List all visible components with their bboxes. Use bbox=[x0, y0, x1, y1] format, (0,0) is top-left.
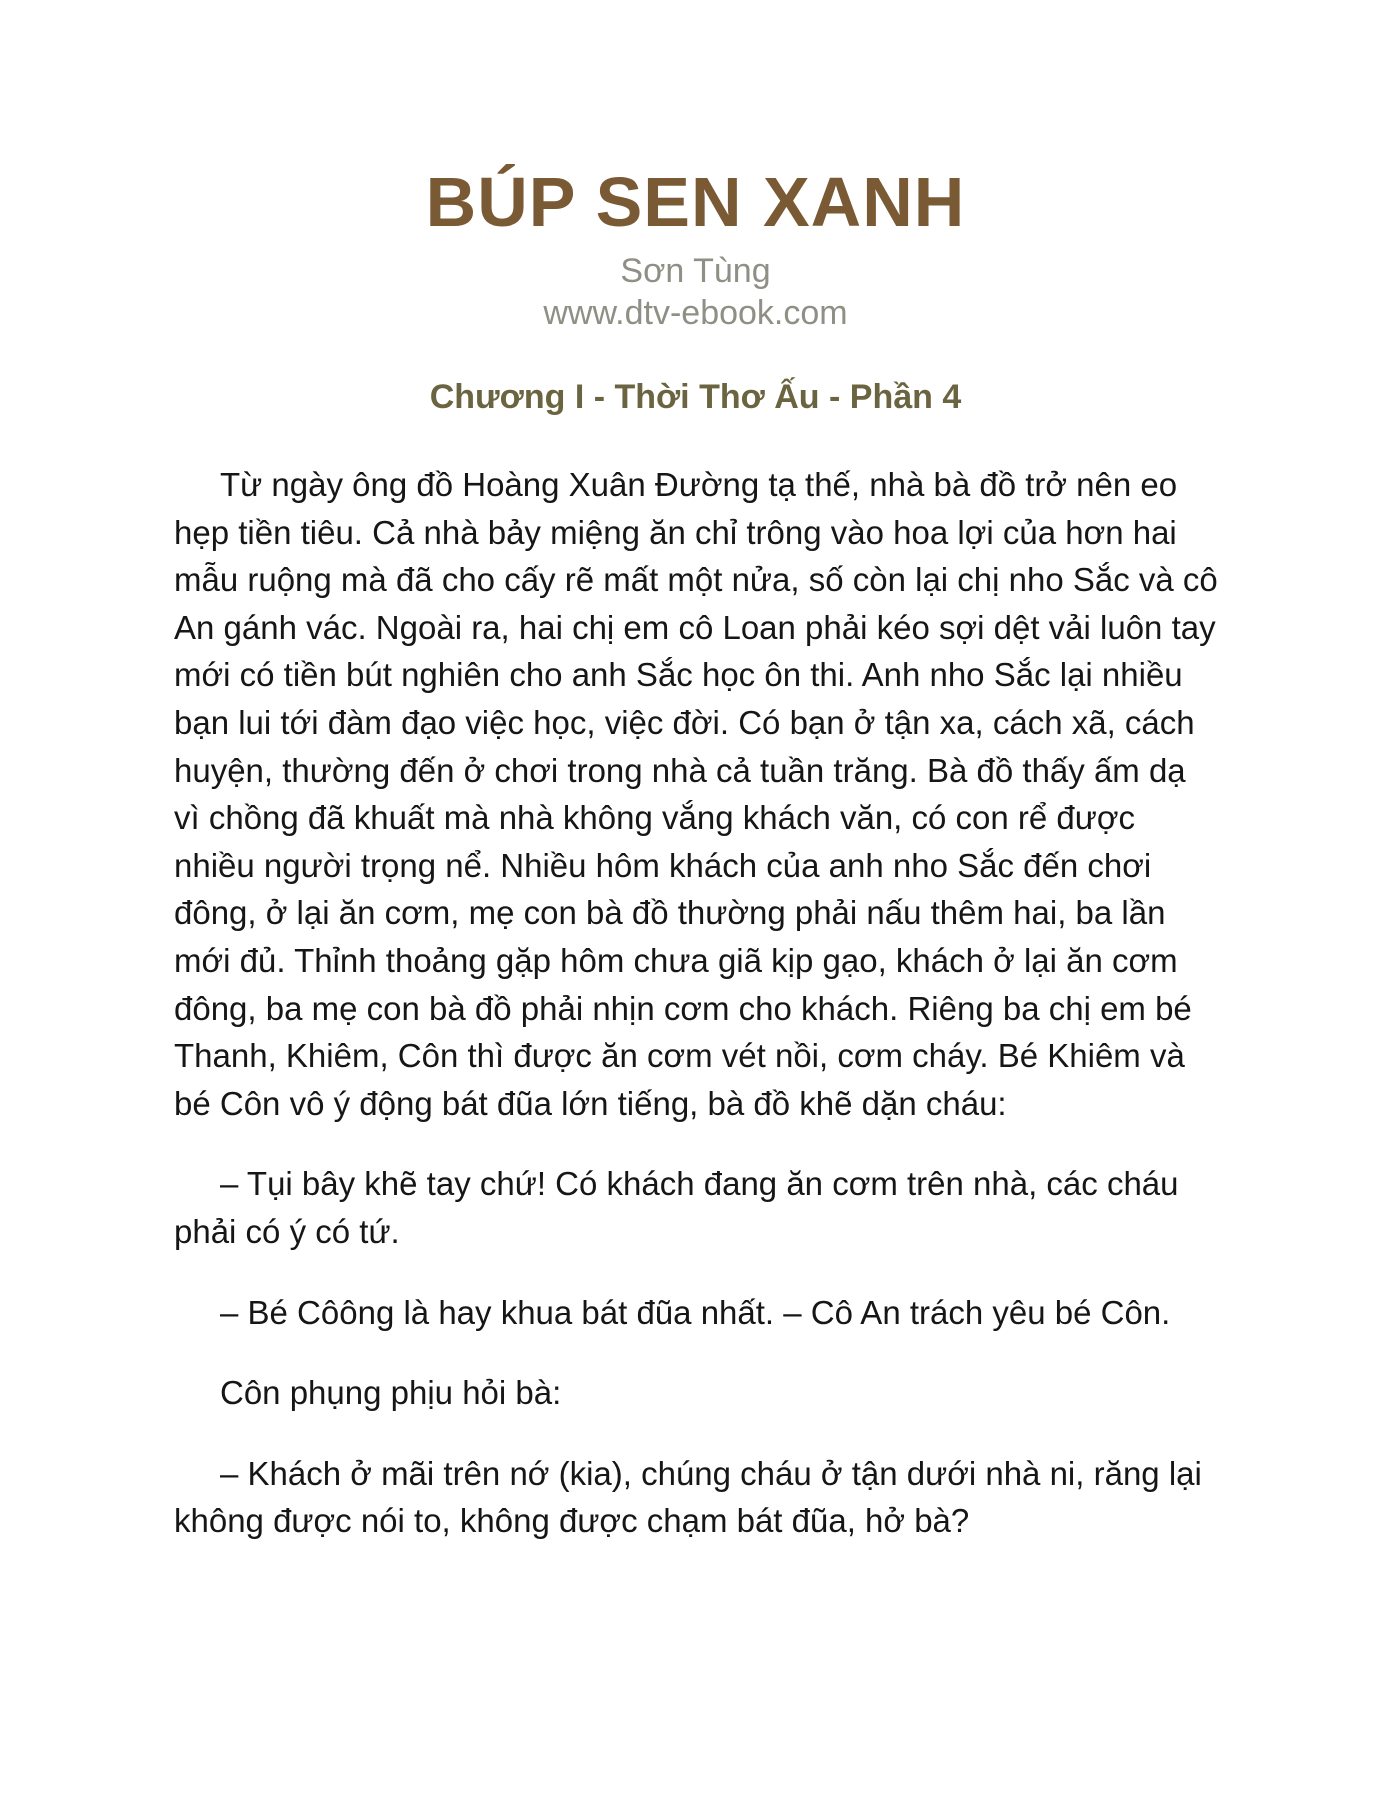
paragraph: – Khách ở mãi trên nớ (kia), chúng cháu ở tận dưới nhà ni, răng lại không được nói to, không được chạm bát đũa, hở bà? bbox=[174, 1454, 1202, 1540]
chapter-body bbox=[174, 461, 1218, 1545]
paragraph: – Bé Côông là hay khua bát đũa nhất. – Cô An trách yêu bé Côn. bbox=[220, 1293, 1171, 1331]
website-text: www.dtv-ebook.com bbox=[543, 294, 848, 332]
paragraph: Từ ngày ông đồ Hoàng Xuân Đường tạ thế, nhà bà đồ trở nên eo hẹp tiền tiêu. Cả nhà bảy miệng ăn chỉ trông vào hoa lợi của hơn hai mẫu ruộng mà đã cho cấy rẽ mất một nửa, số còn lại chị nho Sắc và cô An gánh vác. Ngoài ra, hai chị em cô Loan phải kéo sợi dệt vải luôn tay mới có tiền bút nghiên cho anh Sắc học ôn thi. Anh nho Sắc lại nhiều bạn lui tới đàm đạo việc học, việc đời. Có bạn ở tận xa, cách xã, cách huyện, thường đến ở chơi trong nhà cả tuần trăng. Bà đồ thấy ấm dạ vì chồng đã khuất mà nhà không vắng khách văn, có con rể được nhiều người trọng nể. Nhiều hôm khách của anh nho Sắc đến chơi đông, ở lại ăn cơm, mẹ con bà đồ thường phải nấu thêm hai, ba lần mới đủ. Thỉnh thoảng gặp hôm chưa giã kịp gạo, khách ở lại ăn cơm đông, ba mẹ con bà đồ phải nhịn cơm cho khách. Riêng ba chị em bé Thanh, Khiêm, Côn thì được ăn cơm vét nồi, cơm cháy. Bé Khiêm và bé Côn vô ý động bát đũa lớn tiếng, bà đồ khẽ dặn cháu: bbox=[174, 466, 1218, 1122]
book-title: BÚP SEN XANH bbox=[425, 163, 966, 241]
chapter-heading: Chương I - Thời Thơ Ấu - Phần 4 bbox=[429, 378, 962, 416]
author-name: Sơn Tùng bbox=[620, 252, 771, 290]
paragraph: Côn phụng phịu hỏi bà: bbox=[220, 1374, 562, 1412]
paragraph: – Tụi bây khẽ tay chứ! Có khách đang ăn cơm trên nhà, các cháu phải có ý có tứ. bbox=[174, 1165, 1179, 1250]
